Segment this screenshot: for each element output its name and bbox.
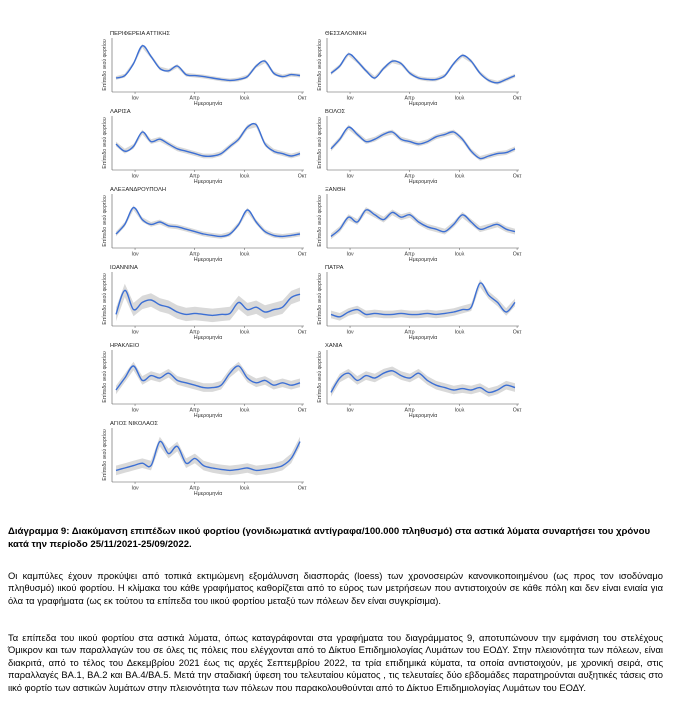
confidence-band [116,362,300,395]
panel-title: ΠΑΤΡΑ [325,265,344,271]
confidence-band [116,437,300,475]
panel-title: ΞΑΝΘΗ [325,187,346,193]
x-axis-label: Ημερομηνία [193,101,223,107]
paragraph-findings: Τα επίπεδα του ιικού φορτίου στα αστικά λύματα, όπως καταγράφονται στα γραφήματα του διαγράμματος 9, αποτυπώνουν την εμφάνιση του στελέχους Όμικρον και των παραλλαγών του σε όλες τις πόλεις που ελέγχονται από το Δίκτυο Επιδημιολογίας Λυμάτων του ΕΟΔΥ. Στην πλειονότητα των πόλεων, είναι διακριτά, από το τέλος του Δεκεμβρίου 2021 έως τις αρχές Σεπτεμβρίου 2022, τα τρία επιδημικά κύματα, τα οποία αντιστοιχούν, με χρονική σειρά, στις παραλλαγές BA.1, BA.2 και BA.4/BA.5. Μετά την σταδιακή ύφεση του τελευταίου κύματος , τις τελευταίες δύο εβδομάδες παρατηρούνται αυξητικές τάσεις στο ιικό φορτίο των αστικών λυμάτων στην πλειονότητα των πόλεων που παρακολουθούνται από το Δίκτυο Επιδημιολογίας Λυμάτων του ΕΟΔΥ. [8,632,663,693]
x-tick-label: Οκτ [297,407,307,414]
panel-title: ΗΡΑΚΛΕΙΟ [110,343,140,349]
panel-8 [102,343,306,419]
x-tick-label: Απρ [189,95,200,102]
panel-title: ΘΕΣΣΑΛΟΝΙΚΗ [325,31,367,37]
y-axis-label: Επίπεδο ιικού φορτίου [102,117,108,169]
x-tick-label: Οκτ [512,329,522,336]
x-tick-label: Ιουλ [239,329,250,336]
panel-title: ΒΟΛΟΣ [325,109,346,115]
y-axis-label: Επίπεδο ιικού φορτίου [102,273,108,325]
x-tick-label: Ιαν [346,173,354,180]
y-axis-label: Επίπεδο ιικού φορτίου [317,117,323,169]
panel-title: ΙΩΑΝΝΙΝΑ [110,265,138,271]
y-axis-label: Επίπεδο ιικού φορτίου [317,39,323,91]
panel-7 [317,265,521,341]
panel-4 [102,187,306,263]
x-tick-label: Απρ [189,407,200,414]
x-tick-label: Ιαν [131,173,139,180]
x-tick-label: Απρ [189,173,200,180]
x-axis-label: Ημερομηνία [193,413,223,419]
x-tick-label: Απρ [404,95,415,102]
y-axis-label: Επίπεδο ιικού φορτίου [317,195,323,247]
panel-title: ΑΛΕΞΑΝΔΡΟΥΠΟΛΗ [110,187,167,193]
x-tick-label: Ιαν [131,485,139,492]
y-axis-label: Επίπεδο ιικού φορτίου [102,195,108,247]
x-tick-label: Οκτ [512,251,522,258]
x-tick-label: Οκτ [512,173,522,180]
panel-10 [102,421,306,497]
x-axis-label: Ημερομηνία [408,413,438,419]
x-tick-label: Ιουλ [454,251,465,258]
panel-0 [102,31,306,107]
paragraph-method: Οι καμπύλες έχουν προκύψει από τοπικά εκτιμώμενη εξομάλυνση διασποράς (loess) των χρονοσειρών κανονικοποιημένου (ως προς τον ισοδύναμο πληθυσμό) ιικού φορτίου. Η κλίμακα του κάθε γραφήματος καθορίζεται από το εύρος των μετρήσεων που αντιστοιχούν σε κάθε πόλη και δεν είναι ενιαία για όλα τα γραφήματα (ως εκ τούτου τα επίπεδα του ιικού φορτίου μεταξύ των πόλεων δεν είναι συγκρίσιμα). [8,570,663,606]
y-axis-label: Επίπεδο ιικού φορτίου [317,351,323,403]
panel-2 [102,109,306,185]
x-axis-label: Ημερομηνία [193,257,223,263]
x-tick-label: Ιουλ [239,251,250,258]
confidence-band [116,284,300,322]
x-tick-label: Οκτ [297,329,307,336]
x-tick-label: Ιαν [131,329,139,336]
x-tick-label: Ιουλ [454,407,465,414]
x-axis-label: Ημερομηνία [193,491,223,497]
confidence-band [116,44,300,82]
x-axis-label: Ημερομηνία [193,335,223,341]
panel-title: ΧΑΝΙΑ [325,343,343,349]
panel-title: ΛΑΡΙΣΑ [110,109,131,115]
x-tick-label: Ιουλ [454,173,465,180]
x-tick-label: Ιουλ [239,173,250,180]
confidence-band [116,122,300,158]
x-axis-label: Ημερομηνία [408,257,438,263]
series-line [331,127,515,158]
x-tick-label: Ιαν [346,95,354,102]
x-tick-label: Οκτ [297,251,307,258]
x-tick-label: Οκτ [512,407,522,414]
y-axis-label: Επίπεδο ιικού φορτίου [102,39,108,91]
x-tick-label: Απρ [404,407,415,414]
x-tick-label: Απρ [189,329,200,336]
x-tick-label: Ιαν [131,251,139,258]
x-tick-label: Απρ [404,251,415,258]
x-tick-label: Ιαν [346,407,354,414]
panel-title: ΑΓΙΟΣ ΝΙΚΟΛΑΟΣ [110,421,158,427]
panel-6 [102,265,306,341]
x-tick-label: Ιουλ [239,407,250,414]
x-axis-label: Ημερομηνία [408,179,438,185]
x-tick-label: Οκτ [297,95,307,102]
confidence-band [116,205,300,239]
y-axis-label: Επίπεδο ιικού φορτίου [317,273,323,325]
confidence-band [331,207,515,239]
x-axis-label: Ημερομηνία [408,101,438,107]
panel-5 [317,187,521,263]
y-axis-label: Επίπεδο ιικού φορτίου [102,429,108,481]
x-tick-label: Ιουλ [239,485,250,492]
panel-title: ΠΕΡΙΦΕΡΕΙΑ ΑΤΤΙΚΗΣ [110,31,170,37]
panel-9 [317,343,521,419]
x-tick-label: Ιουλ [454,95,465,102]
x-tick-label: Ιουλ [239,95,250,102]
series-line [116,46,300,81]
x-tick-label: Απρ [189,485,200,492]
figure-caption: Διάγραμμα 9: Διακύμανση επιπέδων ιικού φορτίου (γονιδιωματικά αντίγραφα/100.000 πληθυσμό) στα αστικά λύματα συναρτήσει του χρόνου κατά την περίοδο 25/11/2021-25/09/2022. [8,526,651,550]
x-axis-label: Ημερομηνία [193,179,223,185]
x-tick-label: Οκτ [512,95,522,102]
x-tick-label: Οκτ [297,485,307,492]
x-tick-label: Απρ [189,251,200,258]
x-tick-label: Ιαν [131,95,139,102]
x-tick-label: Ιαν [346,329,354,336]
x-tick-label: Απρ [404,329,415,336]
x-tick-label: Ιαν [131,407,139,414]
y-axis-label: Επίπεδο ιικού φορτίου [102,351,108,403]
panel-3 [317,109,521,185]
x-tick-label: Ιουλ [454,329,465,336]
x-tick-label: Απρ [404,173,415,180]
x-tick-label: Οκτ [297,173,307,180]
x-axis-label: Ημερομηνία [408,335,438,341]
x-tick-label: Ιαν [346,251,354,258]
panel-1 [317,31,521,107]
